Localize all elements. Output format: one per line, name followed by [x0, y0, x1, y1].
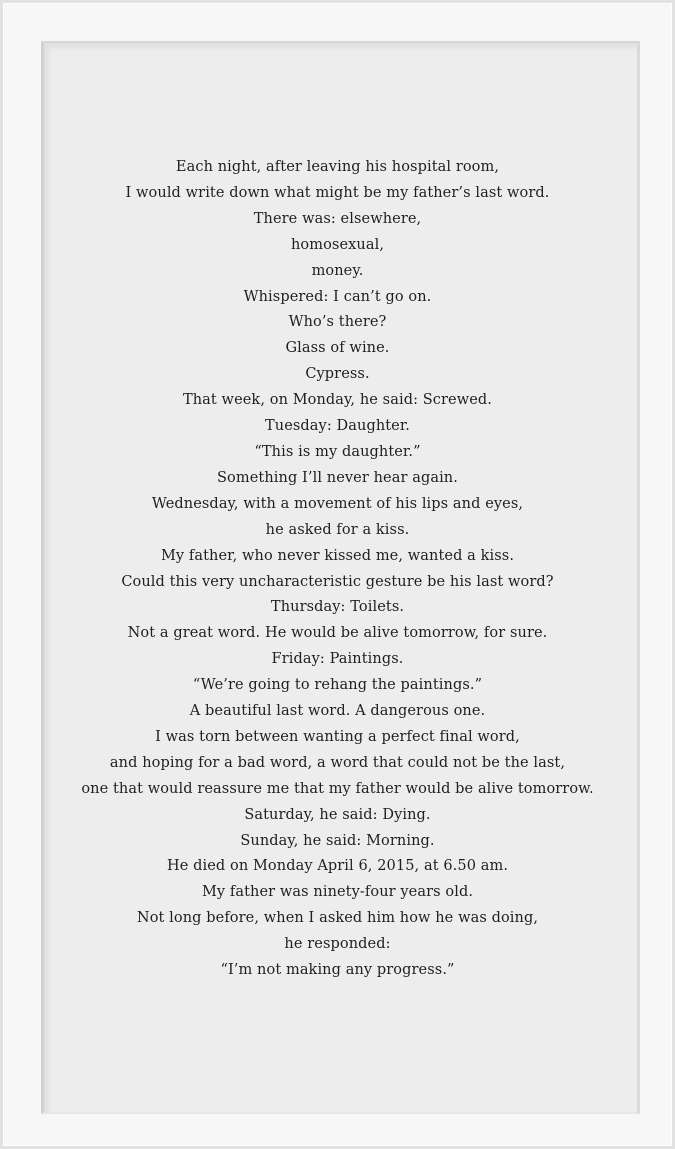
poem-line: That week, on Monday, he said: Screwed. — [182, 392, 493, 409]
poem-line: he responded: — [284, 936, 391, 953]
poem-line: Not long before, when I asked him how he was doing, — [136, 910, 539, 927]
poem-line: he asked for a kiss. — [265, 521, 410, 538]
poem-line: There was: elsewhere, — [253, 210, 422, 227]
poem-line: Cypress. — [305, 366, 370, 383]
poem-line: Sunday, he said: Morning. — [240, 832, 435, 849]
poem-line: Who’s there? — [288, 314, 387, 331]
poem-line: “This is my daughter.” — [254, 443, 421, 460]
poem-line: He died on Monday April 6, 2015, at 6.50 am. — [166, 858, 509, 875]
poem-line: and hoping for a bad word, a word that could not be the last, — [109, 754, 566, 771]
poem-line: Wednesday, with a movement of his lips and eyes, — [151, 495, 524, 512]
poem-line: Saturday, he said: Dying. — [244, 806, 431, 823]
poem-line: homosexual, — [290, 236, 385, 253]
poem-line: money. — [311, 262, 364, 279]
poem-line: Glass of wine. — [285, 340, 390, 357]
poem-line: A beautiful last word. A dangerous one. — [189, 703, 486, 720]
poem-line: Not a great word. He would be alive tomorrow, for sure. — [127, 625, 548, 642]
poem-line: “We’re going to rehang the paintings.” — [192, 677, 483, 694]
poem-line: Something I’ll never hear again. — [217, 469, 458, 486]
poem-line: My father, who never kissed me, wanted a kiss. — [160, 547, 515, 564]
poem-line: Could this very uncharacteristic gesture be his last word? — [121, 573, 554, 590]
poem-line: My father was ninety-four years old. — [201, 884, 474, 901]
poem-text — [38, 155, 637, 984]
poem-line: one that would reassure me that my father would be alive tomorrow. — [81, 780, 594, 797]
poem-line: Tuesday: Daughter. — [264, 418, 411, 435]
poem-line: Thursday: Toilets. — [270, 599, 405, 616]
poem-line: I would write down what might be my father’s last word. — [125, 184, 550, 201]
poem-line: I was torn between wanting a perfect final word, — [155, 728, 520, 745]
poem-line: “I’m not making any progress.” — [220, 962, 455, 979]
poem-line: Friday: Paintings. — [271, 651, 404, 668]
poem-line: Whispered: I can’t go on. — [243, 288, 432, 305]
poem-line: Each night, after leaving his hospital room, — [175, 159, 500, 175]
